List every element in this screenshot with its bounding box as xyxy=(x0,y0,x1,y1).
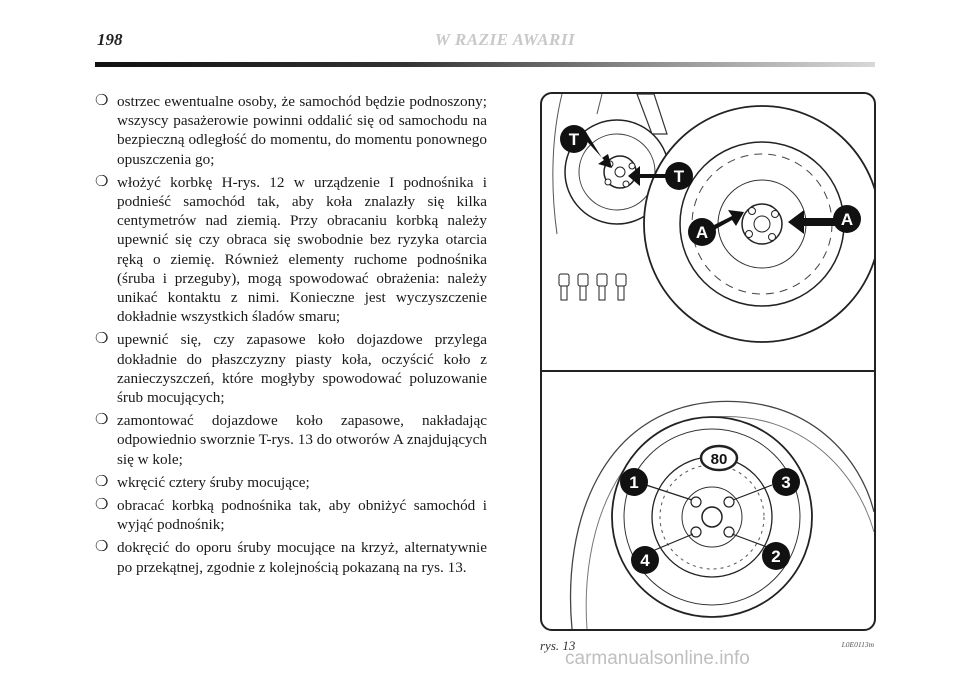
label-1: 1 xyxy=(629,473,639,492)
list-item xyxy=(95,411,487,469)
list-item xyxy=(95,538,487,576)
label-badge-t-right xyxy=(665,162,693,190)
bullet-icon: ❍ xyxy=(95,539,109,556)
list-item xyxy=(95,473,487,492)
bullet-icon: ❍ xyxy=(95,497,109,514)
label-badge-a-left xyxy=(688,218,716,246)
label-a-left: A xyxy=(695,223,709,242)
list-item xyxy=(95,330,487,407)
list-item-text: ostrzec ewentualne osoby, że samochód będzie podnoszony; wszyscy pasażerowie powinni oddalić się od samochodu na bezpieczną odległość do momentu, do momentu ponownego opuszczenia go; xyxy=(117,93,487,168)
label-badge-3 xyxy=(772,468,800,496)
bullet-icon: ❍ xyxy=(95,473,109,490)
label-badge-1 xyxy=(620,468,648,496)
list-item-text: wkręcić cztery śruby mocujące; xyxy=(117,473,310,491)
bullet-icon: ❍ xyxy=(95,93,109,109)
list-item-text: włożyć korbkę H-rys. 12 w urządzenie I podnośnika i podnieść samochód tak, aby koła znalazły się kilka centymetrów nad ziemią. Przy obracaniu korbką należy upewnić się czy obraca się swobodnie bez ryzyka otarcia ręką o ziemię. Również elementy ruchome podnośnika (śruba i przeguby), mogą spowodować obrażenia: należy unikać kontaktu z nimi. Konieczne jest wyczyszczenie dokładnie wszystkich śladów smaru; xyxy=(117,173,487,326)
label-3: 3 xyxy=(781,473,791,492)
label-a-right: A xyxy=(840,210,854,229)
label-80: 80 xyxy=(710,451,728,468)
header-rule xyxy=(95,62,875,67)
list-item-text: zamontować dojazdowe koło zapasowe, nakładając odpowiednio sworznie T-rys. 13 do otworów A znajdujących się w kole; xyxy=(117,412,487,468)
bolt-tightening-illustration xyxy=(542,372,874,629)
list-item-text: dokręcić do oporu śruby mocujące na krzyż, alternatywnie po przekątnej, zgodnie z kolejnością pokazaną na rys. 13. xyxy=(117,539,487,576)
wheel-mounting-illustration xyxy=(542,94,874,370)
list-item xyxy=(95,173,487,327)
label-badge-a-right xyxy=(833,205,861,233)
figure-code: L0E0113m xyxy=(841,640,874,649)
watermark: carmanualsonline.info xyxy=(565,648,750,669)
wheel-bolts xyxy=(559,274,626,300)
instruction-list xyxy=(95,92,487,581)
bullet-icon: ❍ xyxy=(95,331,109,348)
chapter-title: W RAZIE AWARII xyxy=(434,30,576,49)
list-item-text: obracać korbką podnośnika tak, aby obniżyć samochód i wyjąć podnośnik; xyxy=(117,497,487,534)
bullet-icon: ❍ xyxy=(95,173,109,190)
page-number: 198 xyxy=(97,30,123,49)
label-badge-t-left xyxy=(560,125,588,153)
label-badge-2 xyxy=(762,542,790,570)
list-item xyxy=(95,92,487,169)
label-badge-80 xyxy=(701,446,737,470)
label-t-left: T xyxy=(568,130,580,149)
label-2: 2 xyxy=(771,547,781,566)
list-item xyxy=(95,496,487,534)
figure-caption: rys. 13 xyxy=(540,638,576,653)
figure-frame xyxy=(540,92,876,631)
label-t-right: T xyxy=(673,167,685,186)
bullet-icon: ❍ xyxy=(95,412,109,429)
label-4: 4 xyxy=(640,551,650,570)
list-item-text: upewnić się, czy zapasowe koło dojazdowe przylega dokładnie do płaszczyzny piasty koła, oczyścić koło z zanieczyszczeń, które mogłyby spowodować poluzowanie śrub mocujących; xyxy=(117,331,487,407)
label-badge-4 xyxy=(631,546,659,574)
